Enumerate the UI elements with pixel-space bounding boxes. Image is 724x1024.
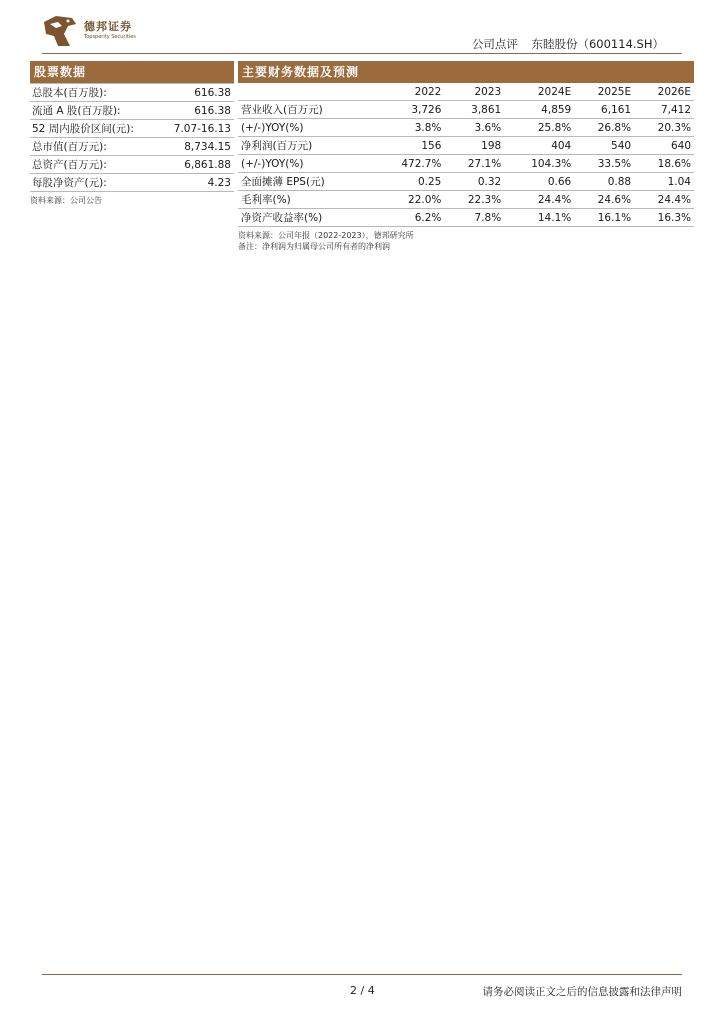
- financials-note: 备注：净利润为归属母公司所有者的净利润: [238, 242, 390, 251]
- cell-value: 7,412: [634, 101, 694, 119]
- cell-value: 472.7%: [374, 155, 444, 173]
- cell-value: 24.4%: [634, 191, 694, 209]
- table-row: [30, 84, 234, 102]
- cell-value: 104.3%: [504, 155, 574, 173]
- stock-data-source: 资料来源：公司公告: [30, 196, 102, 205]
- row-label: 每股净资产(元):: [30, 174, 158, 192]
- page-number: 2 / 4: [350, 984, 375, 997]
- financials-title: 主要财务数据及预测: [238, 61, 694, 83]
- row-label: 52 周内股价区间(元):: [30, 120, 158, 138]
- cell-value: 1.04: [634, 173, 694, 191]
- cell-value: 24.6%: [574, 191, 634, 209]
- stock-data-table: [30, 83, 234, 192]
- cell-value: 0.25: [374, 173, 444, 191]
- report-type: 公司点评: [471, 37, 518, 51]
- row-value: 7.07-16.13: [158, 120, 234, 138]
- footer-divider: [42, 974, 682, 975]
- table-row: [238, 209, 694, 227]
- cell-value: 3.8%: [374, 119, 444, 137]
- cell-value: 25.8%: [504, 119, 574, 137]
- stock-data-title: 股票数据: [30, 61, 234, 83]
- company-name: 东睦股份（600114.SH）: [531, 37, 664, 51]
- row-label: 总资产(百万元):: [30, 156, 158, 174]
- row-value: 6,861.88: [158, 156, 234, 174]
- year-header: 2022: [374, 83, 444, 101]
- cell-value: 156: [374, 137, 444, 155]
- cell-value: 6.2%: [374, 209, 444, 227]
- table-row: [30, 174, 234, 192]
- cell-value: 3,861: [444, 101, 504, 119]
- cell-value: 16.3%: [634, 209, 694, 227]
- cell-value: 18.6%: [634, 155, 694, 173]
- row-label: (+/-)YOY(%): [238, 155, 374, 173]
- stock-data-panel: [30, 61, 234, 206]
- footer-disclaimer: 请务必阅读正文之后的信息披露和法律声明: [482, 986, 682, 998]
- row-label: 净利润(百万元): [238, 137, 374, 155]
- year-header: 2026E: [634, 83, 694, 101]
- row-label: 全面摊薄 EPS(元): [238, 173, 374, 191]
- row-label: (+/-)YOY(%): [238, 119, 374, 137]
- cell-value: 404: [504, 137, 574, 155]
- cell-value: 0.66: [504, 173, 574, 191]
- table-row: [30, 120, 234, 138]
- logo-english-name: Topsperity Securities: [84, 34, 136, 40]
- cell-value: 16.1%: [574, 209, 634, 227]
- row-label: 总股本(百万股):: [30, 84, 158, 102]
- header-empty-cell: [238, 83, 374, 101]
- cell-value: 198: [444, 137, 504, 155]
- table-row: [238, 173, 694, 191]
- cell-value: 27.1%: [444, 155, 504, 173]
- row-label: 总市值(百万元):: [30, 138, 158, 156]
- year-header: 2025E: [574, 83, 634, 101]
- table-row: [30, 102, 234, 120]
- dragon-logo-icon: [42, 14, 78, 48]
- table-row: [238, 155, 694, 173]
- header-divider: [42, 53, 682, 54]
- cell-value: 6,161: [574, 101, 634, 119]
- row-value: 616.38: [158, 84, 234, 102]
- cell-value: 26.8%: [574, 119, 634, 137]
- cell-value: 3.6%: [444, 119, 504, 137]
- table-row: [30, 138, 234, 156]
- cell-value: 4,859: [504, 101, 574, 119]
- table-row: [238, 119, 694, 137]
- year-header: 2024E: [504, 83, 574, 101]
- financials-source: 资料来源：公司年报（2022-2023），德邦研究所: [238, 231, 414, 240]
- cell-value: 540: [574, 137, 634, 155]
- company-logo: [42, 14, 162, 48]
- table-row: [30, 156, 234, 174]
- cell-value: 14.1%: [504, 209, 574, 227]
- row-value: 4.23: [158, 174, 234, 192]
- row-label: 营业收入(百万元): [238, 101, 374, 119]
- cell-value: 0.88: [574, 173, 634, 191]
- row-value: 616.38: [158, 102, 234, 120]
- table-header-row: [238, 83, 694, 101]
- table-row: [238, 191, 694, 209]
- cell-value: 33.5%: [574, 155, 634, 173]
- report-header: [462, 36, 664, 52]
- row-label: 净资产收益率(%): [238, 209, 374, 227]
- cell-value: 0.32: [444, 173, 504, 191]
- table-row: [238, 137, 694, 155]
- cell-value: 20.3%: [634, 119, 694, 137]
- cell-value: 22.3%: [444, 191, 504, 209]
- row-label: 毛利率(%): [238, 191, 374, 209]
- financials-panel: [238, 61, 694, 252]
- logo-chinese-name: 德邦证券: [84, 20, 132, 33]
- year-header: 2023: [444, 83, 504, 101]
- row-value: 8,734.15: [158, 138, 234, 156]
- cell-value: 3,726: [374, 101, 444, 119]
- financials-table: [238, 83, 694, 227]
- table-row: [238, 101, 694, 119]
- cell-value: 640: [634, 137, 694, 155]
- cell-value: 22.0%: [374, 191, 444, 209]
- cell-value: 7.8%: [444, 209, 504, 227]
- cell-value: 24.4%: [504, 191, 574, 209]
- row-label: 流通 A 股(百万股):: [30, 102, 158, 120]
